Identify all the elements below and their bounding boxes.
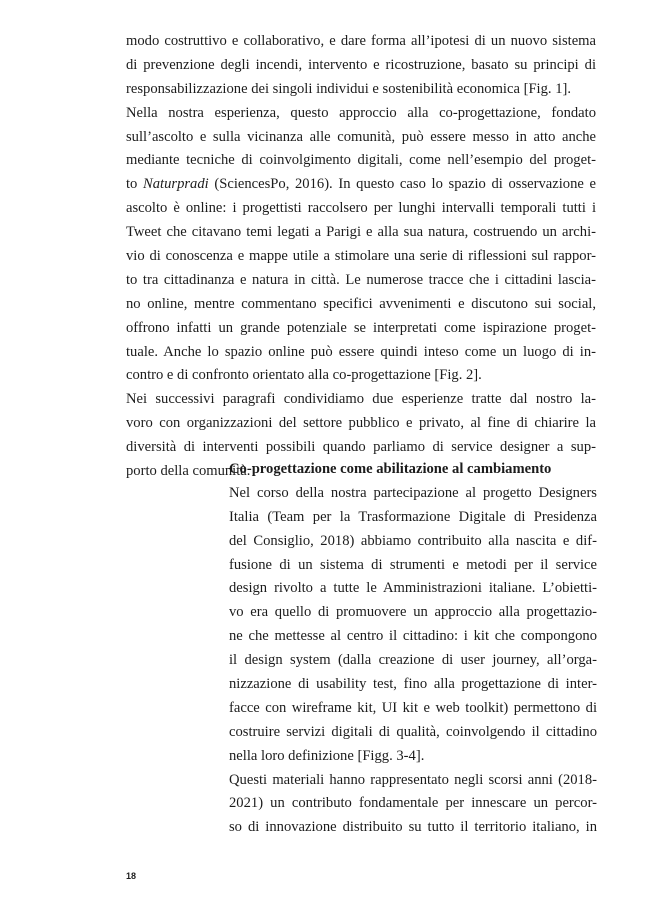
body-line: Nei successivi paragrafi condividiamo due esperienze tratte dal nostro la-	[126, 391, 596, 408]
body-line: voro con organizzazioni del settore pubblico e privato, al fine di chiarire la	[126, 415, 596, 432]
section-co-progettazione	[229, 458, 597, 840]
body-line: no online, mentre commentano specifici avvenimenti e discutono sui social,	[126, 295, 596, 312]
section-line: so di innovazione distribuito su tutto il territorio italiano, in	[229, 819, 597, 836]
body-line: Nella nostra esperienza, questo approccio alla co-progettazione, fondato	[126, 104, 596, 121]
body-line: sull’ascolto e sulla vicinanza alle comunità, può essere messo in atto anche	[126, 128, 596, 145]
section-line: design rivolto a tutte le Amministrazioni italiane. L’obietti-	[229, 580, 597, 597]
section-line: ne che mettesse al centro il cittadino: i kit che compongono	[229, 628, 597, 645]
page-number: 18	[126, 871, 137, 881]
body-line: ascolto è online: i progettisti raccolsero per lunghi intervalli temporali tutti i	[126, 200, 596, 217]
section-heading: Co-progettazione come abilitazione al cambiamento	[229, 461, 552, 477]
body-line: Tweet che citavano temi legati a Parigi e alla sua natura, costruendo un archi-	[126, 224, 596, 241]
body-text-run: to	[126, 176, 144, 193]
section-line: fusione di un sistema di strumenti e metodi per il service	[229, 556, 597, 573]
body-line: contro e di confronto orientato alla co-progettazione [Fig. 2].	[126, 367, 482, 384]
section-line: Italia (Team per la Trasformazione Digitale di Presidenza	[229, 508, 597, 525]
italic-title-naturpradi: Naturpradi	[143, 176, 209, 193]
body-line: tuale. Anche lo spazio online può essere quindi inteso come un luogo di in-	[126, 343, 596, 360]
section-line: costruire servizi digitali di qualità, coinvolgendo il cittadino	[229, 723, 597, 740]
body-line: responsabilizzazione dei singoli individui e sostenibilità economica [Fig. 1].	[126, 80, 572, 97]
body-text-run: (SciencesPo, 2016). In questo caso lo spazio di osservazione e	[208, 176, 596, 193]
section-line: 2021) un contributo fondamentale per innescare un percor-	[229, 795, 597, 812]
section-line: vo era quello di promuovere un approccio alla progettazio-	[229, 604, 597, 621]
section-line: il design system (dalla creazione di user journey, all’orga-	[229, 652, 597, 669]
section-line: Questi materiali hanno rappresentato negli scorsi anni (2018-	[229, 771, 597, 788]
body-line: mediante tecniche di coinvolgimento digitali, come nell’esempio del proget-	[126, 152, 596, 169]
body-line-with-italic	[126, 173, 596, 197]
body-line: diversità di interventi possibili quando parliamo di service designer a sup-	[126, 439, 596, 456]
body-line: modo costruttivo e collaborativo, e dare forma all’ipotesi di un nuovo sistema	[126, 33, 596, 49]
section-line: Nel corso della nostra partecipazione al progetto Designers	[229, 484, 597, 501]
section-line: nella loro definizione [Figg. 3-4].	[229, 747, 425, 764]
section-line: facce con wireframe kit, UI kit e web toolkit) permettono di	[229, 699, 597, 716]
body-text	[126, 30, 596, 484]
section-line: nizzazione di usability test, fino alla progettazione di inter-	[229, 676, 597, 693]
body-line: di prevenzione degli incendi, intervento e ricostruzione, basato su principi di	[126, 56, 596, 73]
body-line: porto della comunità.	[126, 463, 251, 480]
body-line: vio di conoscenza e mappe utile a stimolare una serie di riflessioni sul rappor-	[126, 248, 596, 265]
section-line: del Consiglio, 2018) abbiamo contribuito alla nascita e dif-	[229, 532, 597, 549]
body-line: to tra cittadinanza e natura in città. Le numerose tracce che i cittadini lascia-	[126, 271, 596, 288]
body-line: offrono infatti un grande potenziale se interpretati come ispirazione proget-	[126, 319, 596, 336]
